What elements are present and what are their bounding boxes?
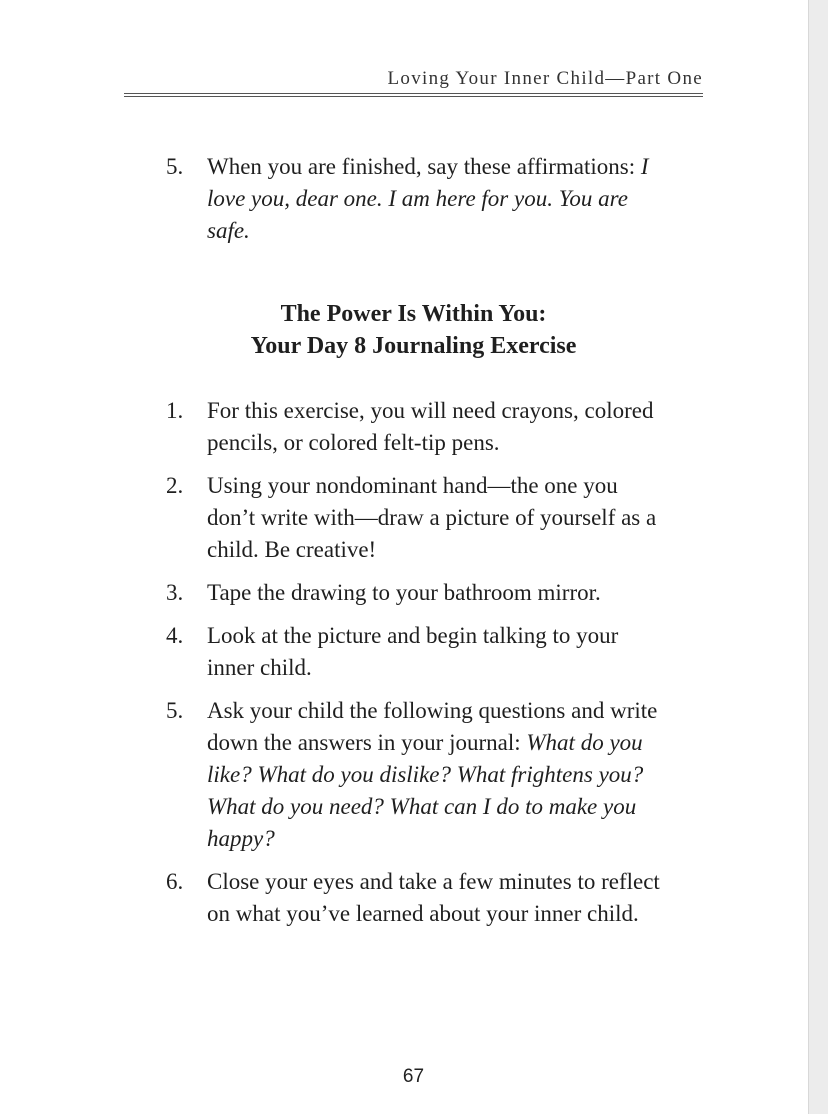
item-affirmation: I love you, dear one. I am here for you. You are safe. (207, 154, 649, 243)
section-heading (124, 298, 703, 362)
list-item (166, 151, 666, 247)
continued-list (166, 151, 666, 258)
exercise-steps (166, 395, 666, 941)
step-item (166, 695, 666, 855)
step-text: Using your nondominant hand—the one you don’t write with—draw a picture of yourself as a child. Be creative! (207, 473, 657, 562)
step-number: 1. (166, 398, 184, 423)
step-item (166, 577, 666, 609)
step-number: 5. (166, 698, 184, 723)
heading-line-1: The Power Is Within You: (280, 301, 547, 327)
scrollbar-track[interactable] (808, 0, 828, 1114)
item-number: 5. (166, 154, 184, 179)
header-rule (124, 93, 703, 97)
step-text: For this exercise, you will need crayons, colored pencils, or colored felt-tip pens. (207, 398, 654, 455)
step-number: 2. (166, 473, 184, 498)
step-text: Look at the picture and begin talking to your inner child. (207, 623, 619, 680)
running-head: Loving Your Inner Child—Part One (387, 68, 703, 89)
item-text: When you are finished, say these affirmations: (207, 154, 641, 179)
heading-line-2: Your Day 8 Journaling Exercise (250, 333, 577, 359)
step-item (166, 470, 666, 566)
step-italic: What do you like? What do you dislike? What frightens you? What do you need? What can I do to make you happy? (207, 730, 644, 851)
step-item (166, 866, 666, 930)
step-number: 3. (166, 580, 184, 605)
page-number: 67 (402, 1066, 425, 1087)
step-item (166, 620, 666, 684)
step-text: Ask your child the following questions and write down the answers in your journal: (207, 698, 658, 755)
step-number: 6. (166, 869, 184, 894)
step-text: Tape the drawing to your bathroom mirror. (207, 580, 601, 605)
step-text: Close your eyes and take a few minutes to reflect on what you’ve learned about your inner child. (207, 869, 660, 926)
step-number: 4. (166, 623, 184, 648)
step-item (166, 395, 666, 459)
